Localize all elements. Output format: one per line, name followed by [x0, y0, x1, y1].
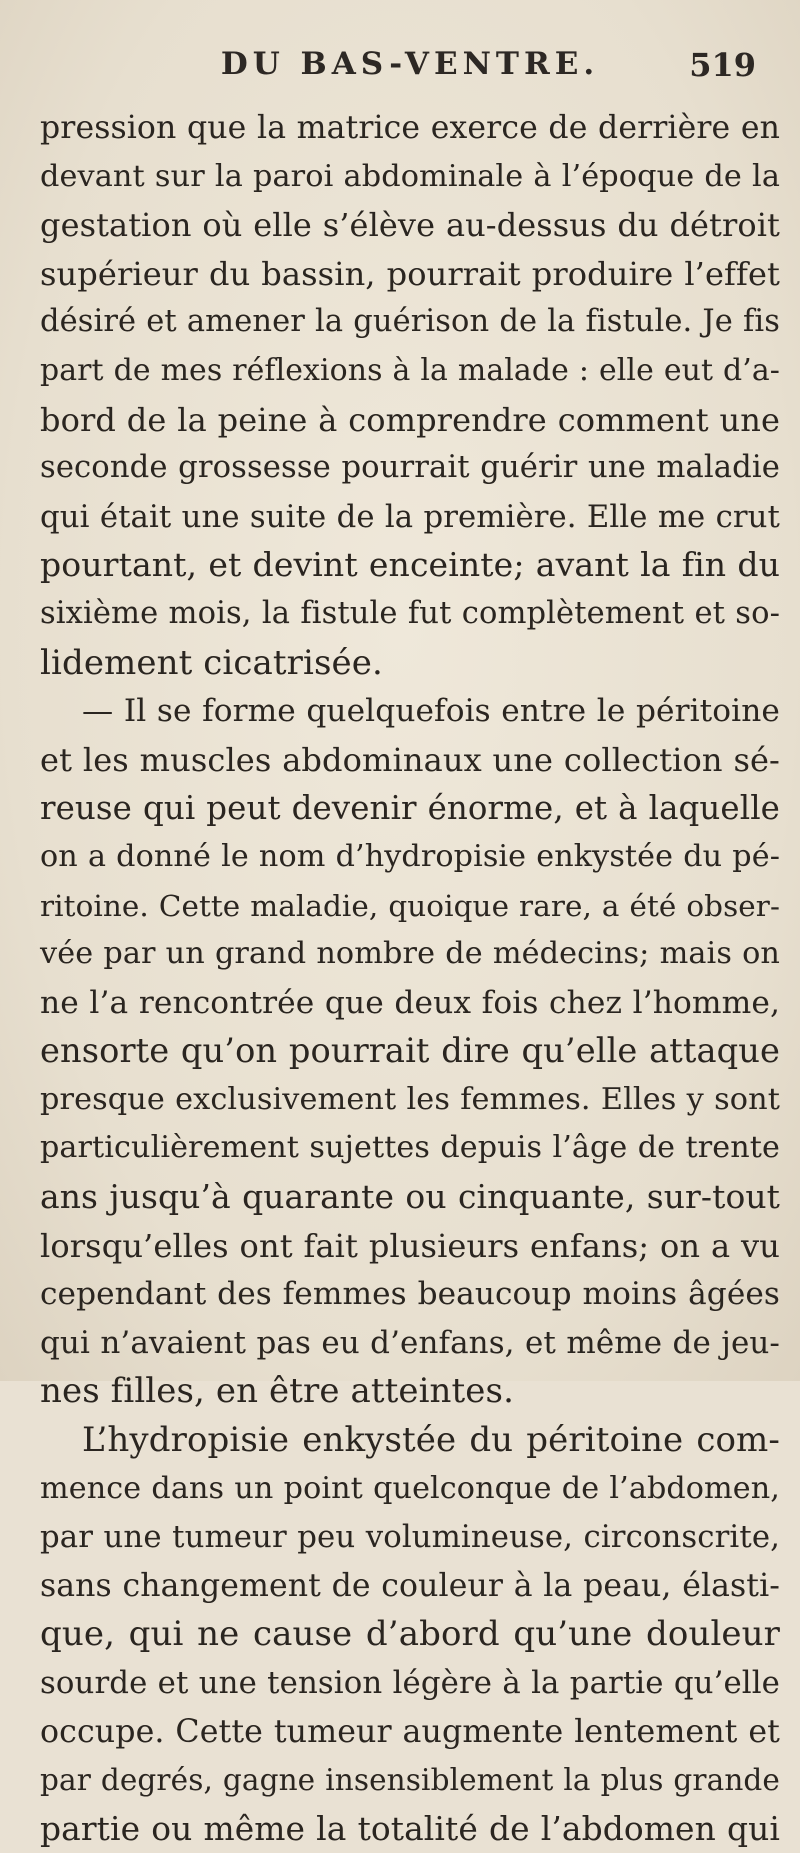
text-line: cependant des femmes beaucoup moins âgées: [40, 1276, 780, 1313]
text-line: part de mes réflexions à la malade : elle eut d’a-: [40, 352, 780, 388]
text-line: reuse qui peut devenir énorme, et à laquelle: [40, 789, 780, 828]
text-line: — Il se forme quelquefois entre le péritoine: [82, 693, 780, 730]
text-line: partie ou même la totalité de l’abdomen qui: [40, 1808, 780, 1848]
text-line: gestation où elle s’élève au-dessus du détroit: [40, 206, 780, 245]
running-title: DU BAS-VENTRE.: [220, 46, 600, 82]
running-head: [40, 0, 780, 104]
text-line: pression que la matrice exerce de derrière en: [40, 110, 780, 146]
text-line: ans jusqu’à quarante ou cinquante, sur-tout: [40, 1177, 780, 1217]
text-line: par une tumeur peu volumineuse, circonscrite,: [40, 1519, 780, 1556]
body-text: [40, 104, 780, 1853]
text-line: par degrés, gagne insensiblement la plus grande: [40, 1763, 780, 1798]
text-line: nes filles, en être atteintes.: [40, 1371, 514, 1412]
text-line: on a donné le nom d’hydropisie enkystée du pé-: [40, 838, 780, 874]
page-number: 519: [689, 46, 756, 84]
text-line: sans changement de couleur à la peau, élasti-: [40, 1567, 780, 1604]
text-line: devant sur la paroi abdominale à l’époque de la: [40, 158, 780, 194]
text-line: qui n’avaient pas eu d’enfans, et même de jeu-: [40, 1324, 780, 1361]
text-line: pourtant, et devint enceinte; avant la fin du: [40, 545, 780, 585]
text-line: bord de la peine à comprendre comment une: [40, 400, 780, 439]
text-line: lidement cicatrisée.: [40, 642, 383, 683]
text-line: mence dans un point quelconque de l’abdomen,: [40, 1470, 780, 1506]
text-line: vée par un grand nombre de médecins; mais on: [40, 936, 780, 972]
text-line: sourde et une tension légère à la partie qu’elle: [40, 1665, 780, 1701]
text-line: occupe. Cette tumeur augmente lentement et: [40, 1713, 780, 1750]
text-line: et les muscles abdominaux une collection sé-: [40, 740, 780, 779]
text-line: supérieur du bassin, pourrait produire l’effet: [40, 254, 780, 293]
text-line: désiré et amener la guérison de la fistule. Je fis: [40, 304, 780, 340]
text-line: L’hydropisie enkystée du péritoine com-: [82, 1420, 780, 1461]
text-line: que, qui ne cause d’abord qu’une douleur: [40, 1614, 780, 1655]
text-line: lorsqu’elles ont fait plusieurs enfans; on a vu: [40, 1226, 780, 1265]
text-line: ensorte qu’on pourrait dire qu’elle attaque: [40, 1031, 780, 1071]
text-line: seconde grossesse pourrait guérir une maladie: [40, 450, 780, 486]
text-line: qui était une suite de la première. Elle me crut: [40, 498, 780, 535]
text-line: ne l’a rencontrée que deux fois chez l’homme,: [40, 984, 780, 1021]
text-line: presque exclusivement les femmes. Elles y sont: [40, 1081, 780, 1117]
text-line: particulièrement sujettes depuis l’âge de trente: [40, 1130, 780, 1166]
text-line: sixième mois, la fistule fut complètement et so-: [40, 595, 780, 631]
text-line: ritoine. Cette maladie, quoique rare, a été obser-: [40, 888, 780, 923]
